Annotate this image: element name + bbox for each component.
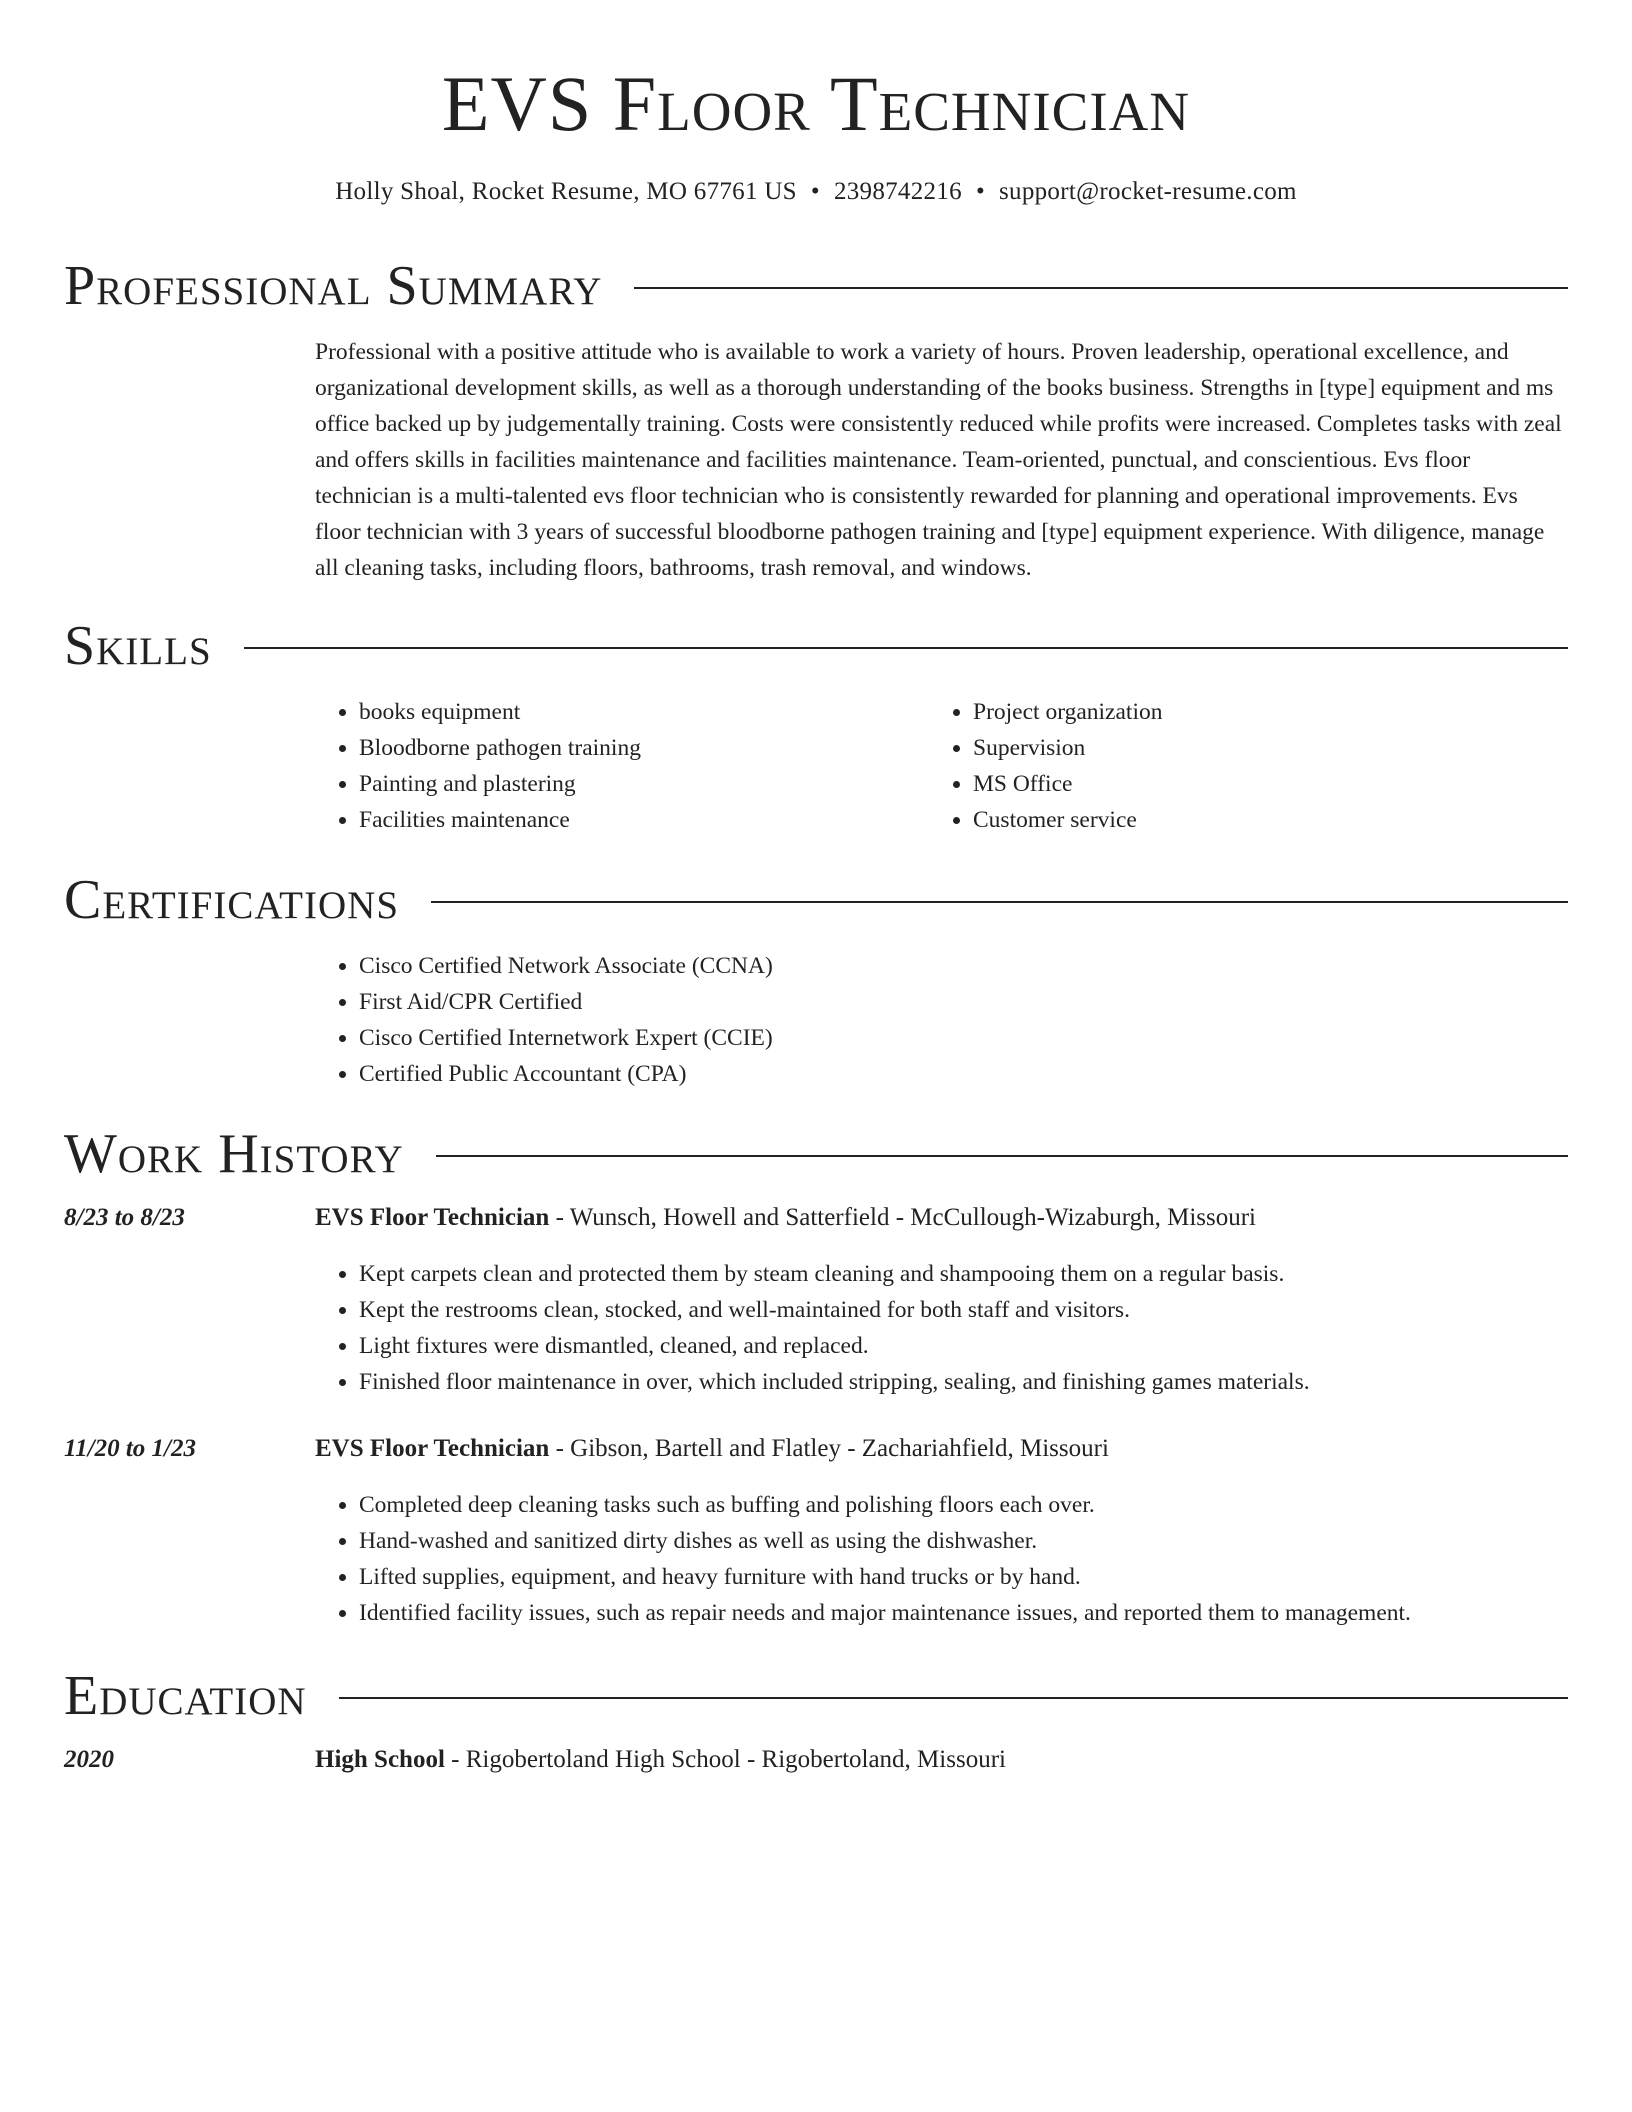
job-duty-item: • Kept the restrooms clean, stocked, and well-maintained for both staff and visitors. [359, 1292, 1612, 1328]
job-duty-item: • Completed deep cleaning tasks such as buffing and polishing floors each over. [359, 1487, 1612, 1523]
summary-text: Professional with a positive attitude who is available to work a variety of hours. Proven leadership, operational excellence, and organizational development skills, as well as a thorough understanding of the books business. Strengths in [type] equipment and ms office backed up by judgementally training. Costs were consistently reduced while profits were increased. Completes tasks with zeal and offers skills in facilities maintenance and facilities maintenance. Team-oriented, punctual, and conscientious. Evs floor technician is a multi-talented evs floor technician who is consistently rewarded for planning and operational improvements. Evs floor technician with 3 years of successful bloodborne pathogen training and [type] equipment experience. With diligence, manage all cleaning tasks, including floors, bathrooms, trash removal, and windows. [315, 339, 1562, 581]
section-header-certifications [64, 866, 1568, 934]
section-header-skills [64, 612, 1568, 680]
job-dates: 11/20 to 1/23 [64, 1435, 196, 1462]
section-divider [436, 1155, 1568, 1157]
skills-list-left [315, 694, 919, 838]
section-title-work-history: Work History [64, 1123, 404, 1185]
section-title-certifications: Certifications [64, 869, 400, 931]
education-year: 2020 [64, 1746, 114, 1773]
job-heading [315, 1200, 1256, 1236]
certification-item: • Cisco Certified Network Associate (CCNA) [359, 948, 1559, 984]
certification-item: • Certified Public Accountant (CPA) [359, 1056, 1559, 1092]
job-title: EVS Floor Technician [315, 1204, 550, 1231]
section-header-education [64, 1662, 1568, 1730]
skill-item: • books equipment [359, 694, 919, 730]
education-school: - Rigobertoland High School - Rigobertoland, Missouri [444, 1746, 1006, 1773]
contact-address: Holly Shoal, Rocket Resume, MO 67761 US [335, 178, 797, 205]
job-duties-list [315, 1256, 1612, 1400]
contact-email: support@rocket-resume.com [999, 178, 1297, 205]
job-employer: - Wunsch, Howell and Satterfield - McCullough-Wizaburgh, Missouri [549, 1204, 1256, 1231]
education-heading [315, 1742, 1006, 1778]
job-duty-item: • Kept carpets clean and protected them by steam cleaning and shampooing them on a regular basis. [359, 1256, 1612, 1292]
contact-line [64, 174, 1568, 210]
section-title-skills: Skills [64, 615, 212, 677]
job-heading [315, 1431, 1109, 1467]
certification-item: • Cisco Certified Internetwork Expert (CCIE) [359, 1020, 1559, 1056]
job-duty-item: • Light fixtures were dismantled, cleaned, and replaced. [359, 1328, 1612, 1364]
education-degree: High School [315, 1746, 445, 1773]
skill-item: • MS Office [973, 766, 1533, 802]
skill-item: • Supervision [973, 730, 1533, 766]
skill-item: • Customer service [973, 802, 1533, 838]
skill-item: • Facilities maintenance [359, 802, 919, 838]
section-divider [244, 647, 1568, 649]
section-header-work-history [64, 1120, 1568, 1188]
skill-item: • Project organization [973, 694, 1533, 730]
job-title: EVS Floor Technician [315, 1435, 550, 1462]
job-duty-item: • Finished floor maintenance in over, which included stripping, sealing, and finishing games materials. [359, 1364, 1612, 1400]
contact-separator: • [810, 178, 820, 205]
section-title-summary: Professional Summary [64, 255, 603, 317]
contact-phone: 2398742216 [833, 178, 962, 205]
certifications-list [315, 948, 1559, 1092]
skill-item: • Bloodborne pathogen training [359, 730, 919, 766]
resume-name: EVS Floor Technician [441, 60, 1191, 147]
skills-list-right [929, 694, 1533, 838]
job-duty-item: • Identified facility issues, such as repair needs and major maintenance issues, and reported them to management. [359, 1595, 1612, 1631]
job-duty-item: • Lifted supplies, equipment, and heavy furniture with hand trucks or by hand. [359, 1559, 1612, 1595]
job-duty-item: • Hand-washed and sanitized dirty dishes as well as using the dishwasher. [359, 1523, 1612, 1559]
section-divider [431, 901, 1568, 903]
job-dates: 8/23 to 8/23 [64, 1204, 185, 1231]
section-divider [339, 1697, 1568, 1699]
section-divider [634, 287, 1568, 289]
job-employer: - Gibson, Bartell and Flatley - Zachariahfield, Missouri [549, 1435, 1109, 1462]
job-duties-list [315, 1487, 1612, 1631]
section-header-summary [64, 252, 1568, 320]
contact-separator: • [975, 178, 985, 205]
certification-item: • First Aid/CPR Certified [359, 984, 1559, 1020]
section-title-education: Education [64, 1665, 307, 1727]
skill-item: • Painting and plastering [359, 766, 919, 802]
